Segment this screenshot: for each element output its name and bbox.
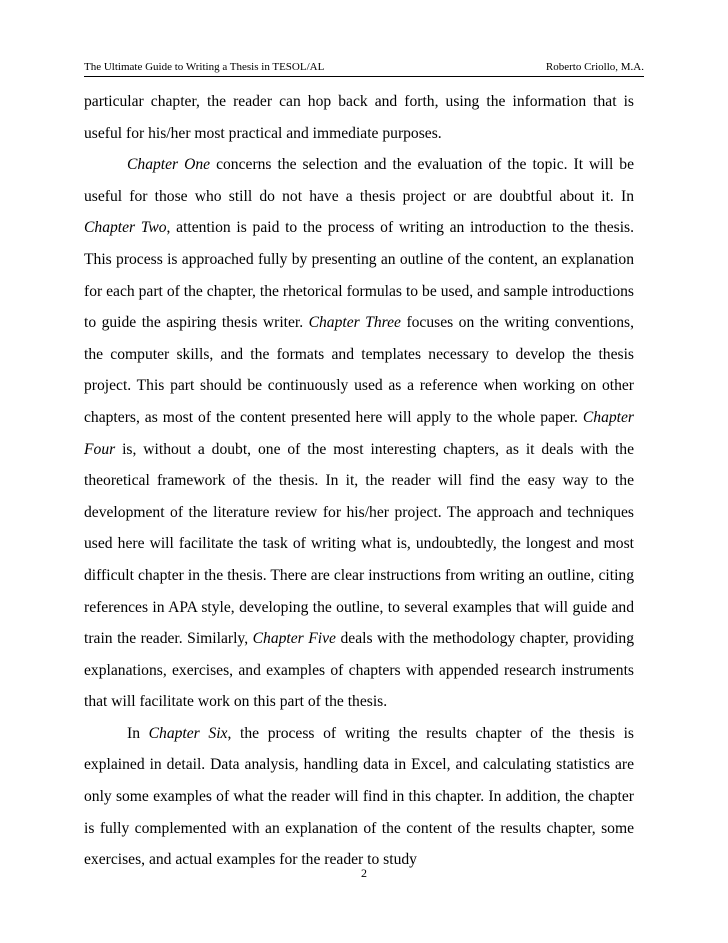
header-title: The Ultimate Guide to Writing a Thesis in TESOL/AL bbox=[84, 61, 325, 73]
chapter-reference: Chapter Five bbox=[252, 630, 336, 648]
chapter-reference: Chapter Six bbox=[148, 724, 228, 742]
paragraph-chapter-six bbox=[84, 718, 634, 876]
running-header bbox=[84, 58, 644, 76]
page-number: 2 bbox=[361, 866, 367, 880]
header-author: Roberto Criollo, M.A. bbox=[545, 61, 644, 73]
body-text bbox=[84, 86, 634, 876]
chapter-reference: Chapter One bbox=[127, 156, 211, 174]
text-segment: particular chapter, the reader can hop back and forth, using the information that is useful for his/her most practical and immediate purposes. bbox=[84, 93, 634, 142]
chapter-reference: Chapter Two bbox=[84, 219, 167, 237]
text-segment: , attention is paid to the process of writing an introduction to the thesis. This process is approached fully by presenting an outline of the content, an explanation for each part of the chapter, the rhetorical formulas to be used, and sample introductions to guide the aspiring thesis writer. bbox=[84, 219, 634, 332]
chapter-reference: Chapter Three bbox=[308, 314, 401, 332]
text-segment: concerns the selection and the evaluation of the topic. It will be useful for those who still do not have a thesis project or are doubtful about it. In bbox=[84, 156, 634, 205]
paragraph-continuation bbox=[84, 86, 634, 149]
header-rule bbox=[84, 76, 644, 77]
text-segment: , the process of writing the results chapter of the thesis is explained in detail. Data analysis, handling data in Excel, and calculating statistics are only some examples of what the reader will find in this chapter. In addition, the chapter is fully complemented with an explanation of the content of the results chapter, some exercises, and actual examples for the reader to study bbox=[84, 724, 634, 869]
text-segment: is, without a doubt, one of the most interesting chapters, as it deals with the theoretical framework of the thesis. In it, the reader will find the easy way to the development of the literature review for his/her project. The approach and techniques used here will facilitate the task of writing what is, undoubtedly, the longest and most difficult chapter in the thesis. There are clear instructions from writing an outline, citing references in APA style, developing the outline, to several examples that will guide and train the reader. Similarly, bbox=[84, 440, 634, 648]
text-segment: focuses on the writing conventions, the computer skills, and the formats and templates necessary to develop the thesis project. This part should be continuously used as a reference when working on other chapters, as most of the content presented here will apply to the whole paper. bbox=[84, 314, 634, 426]
text-segment: deals with the methodology chapter, providing explanations, exercises, and examples of chapters with appended research instruments that will facilitate work on this part of the thesis. bbox=[84, 630, 634, 711]
paragraph-chapters-one-to-five bbox=[84, 149, 634, 718]
text-segment: In bbox=[127, 724, 149, 742]
chapter-reference: Chapter Four bbox=[84, 408, 634, 458]
